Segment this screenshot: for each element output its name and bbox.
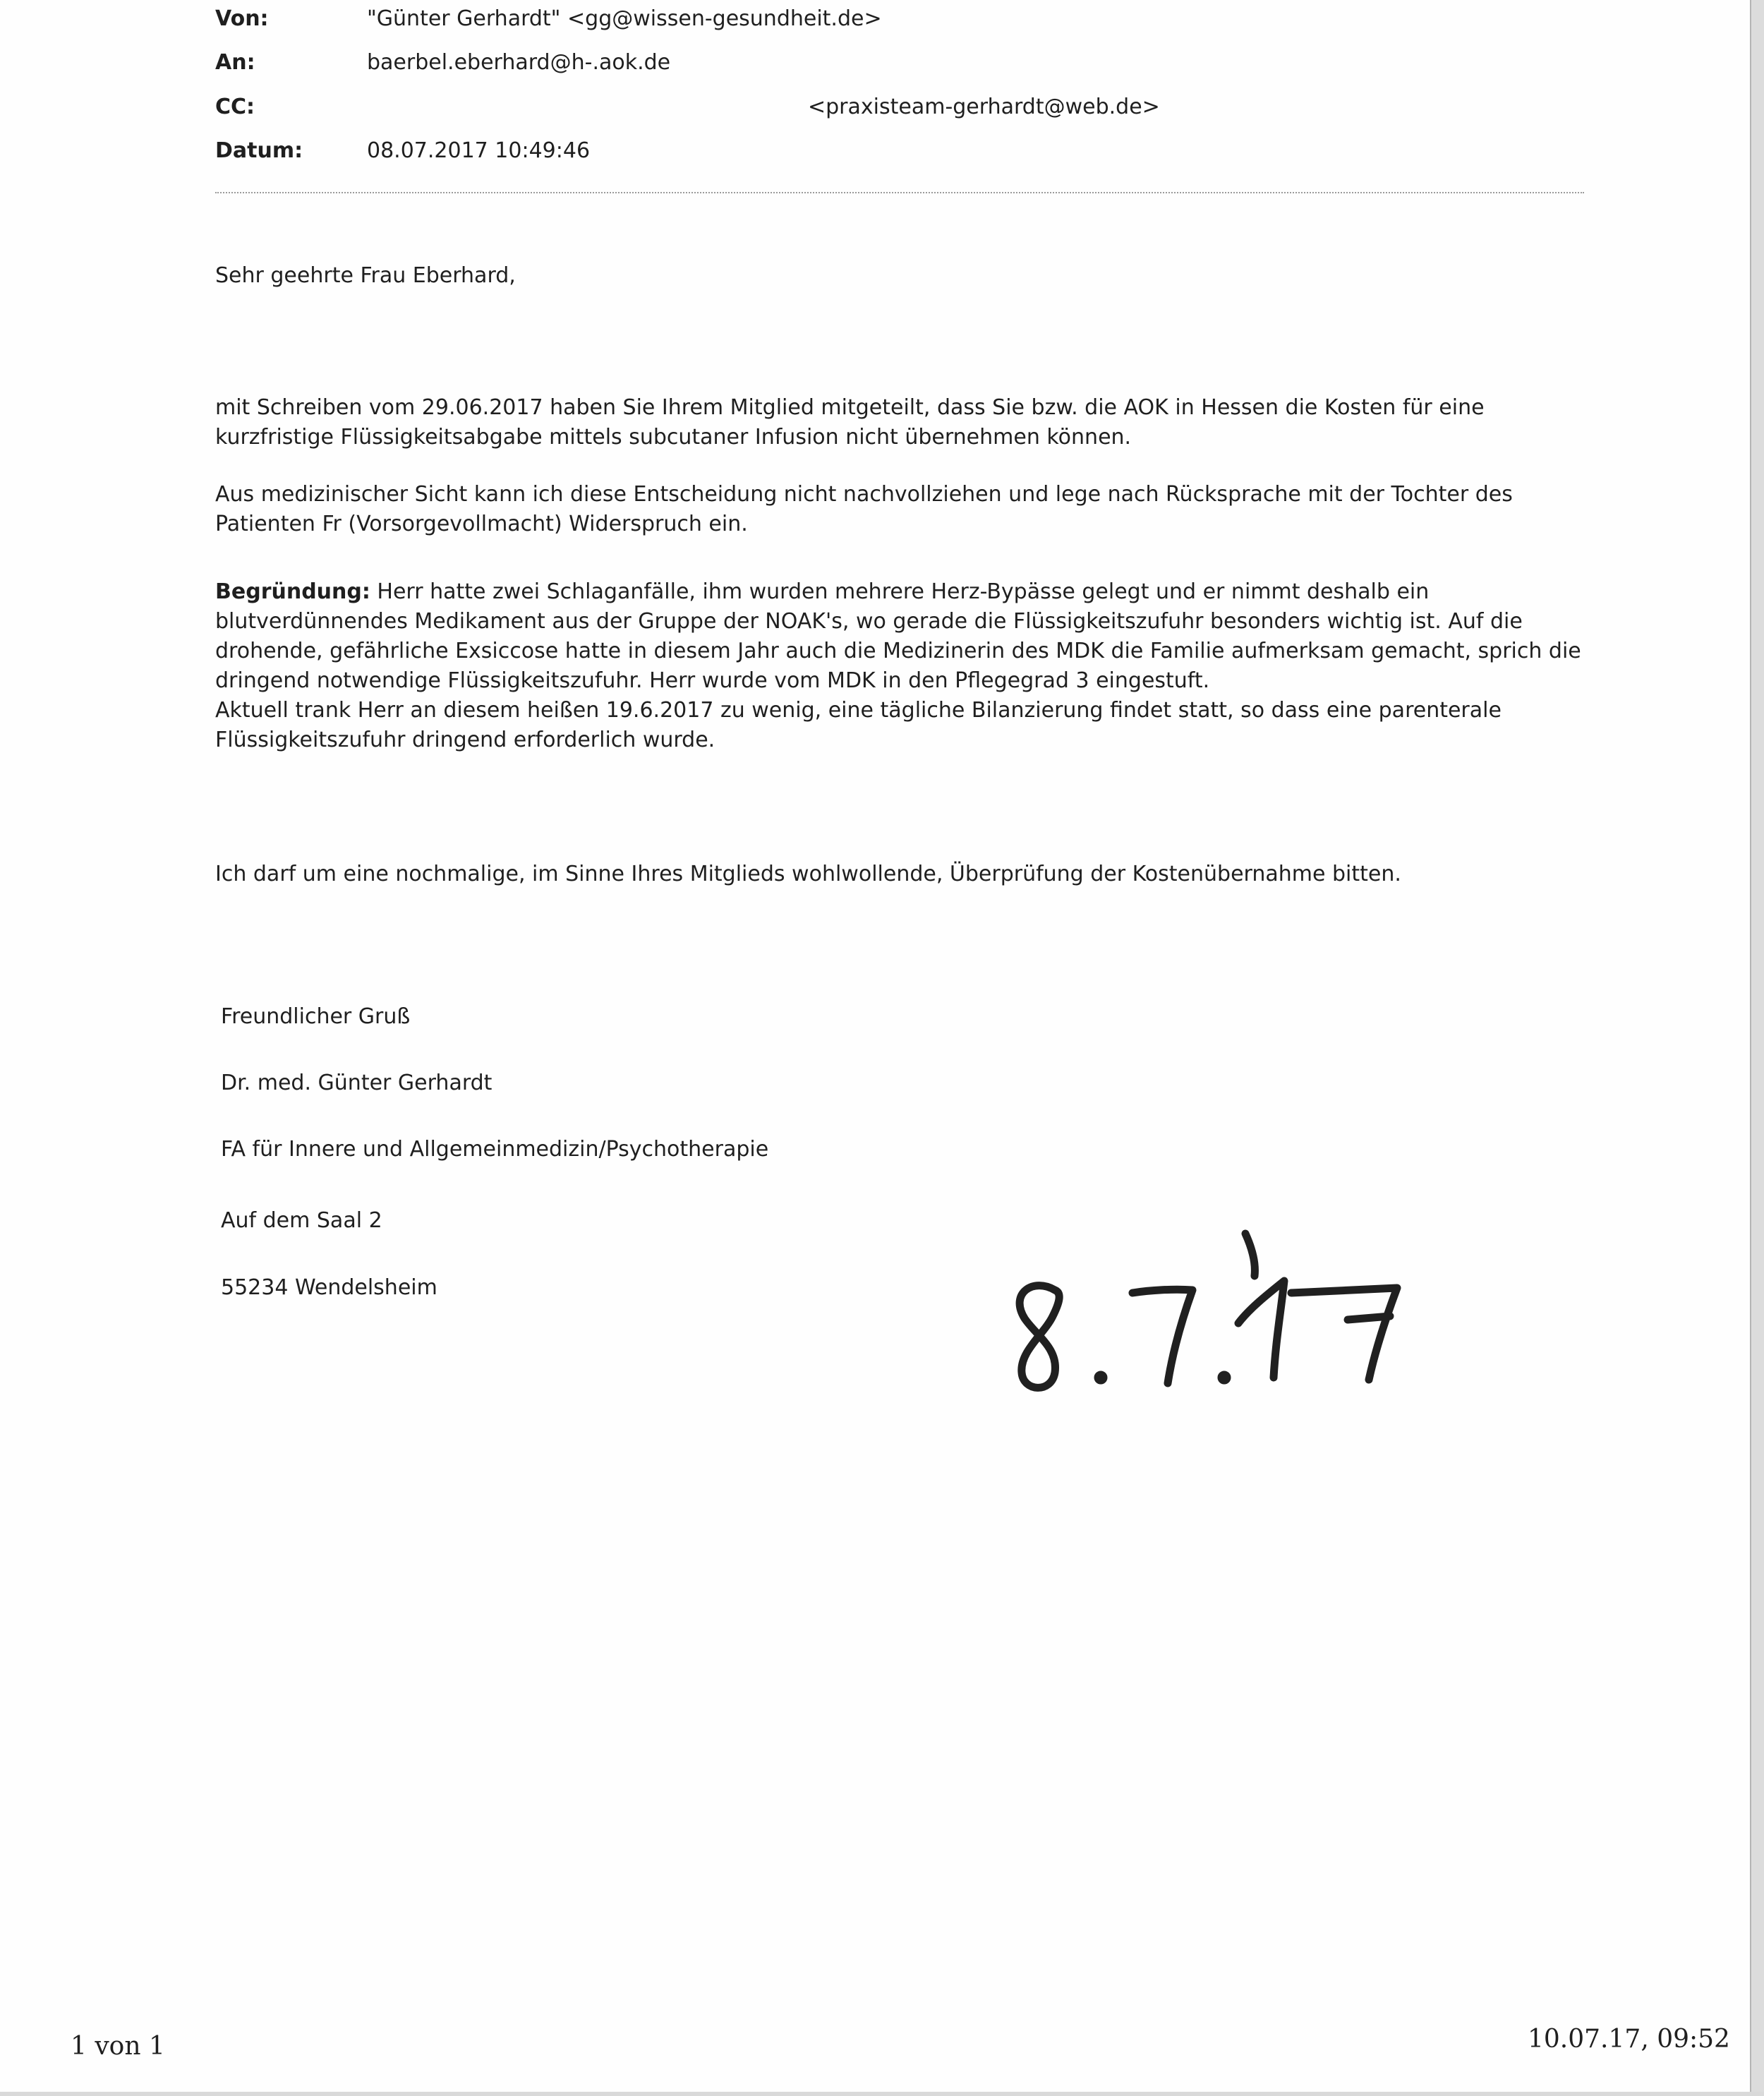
paragraph-3-text: Herr hatte zwei Schlaganfälle, ihm wurden mehrere Herz-Bypässe gelegt und er nimmt deshalb ein blutverdünnendes Medikament aus der Gruppe der NOAK's, wo gerade die Flüssigkeitszufuhr besonders wichtig ist. Auf die drohende, gefährliche Exsiccose hatte in diesem Jahr auch die Medizinerin des MDK die Familie aufmerksam gemacht, sprich die dringend notwendige Flüssigkeitszufuhr. Herr wurde vom MDK in den Pflegegrad 3 eingestuft.: [215, 579, 1581, 693]
print-timestamp: 10.07.17, 09:52: [1528, 2025, 1730, 2054]
paragraph-2: [215, 480, 1588, 539]
scan-edge-right: [1750, 0, 1764, 2096]
paragraph-2-text: Aus medizinischer Sicht kann ich diese Entscheidung nicht nachvollziehen und lege nach Rücksprache mit der Tochter des Patienten Fr (Vorsorgevollmacht) Widerspruch ein.: [215, 482, 1513, 536]
paragraph-4-text: Ich darf um eine nochmalige, im Sinne Ihres Mitglieds wohlwollende, Überprüfung der Kostenübernahme bitten.: [215, 862, 1401, 886]
signature-title: FA für Innere und Allgemeinmedizin/Psychotherapie: [221, 1137, 769, 1162]
paragraph-3b-text: Aktuell trank Herr an diesem heißen 19.6.2017 zu wenig, eine tägliche Bilanzierung findet statt, so dass eine parenterale Flüssigkeitszufuhr dringend erforderlich wurde.: [215, 698, 1502, 752]
to-value: baerbel.eberhard@h-.aok.de: [367, 50, 671, 75]
paragraph-3: [215, 577, 1588, 755]
paragraph-1-text: mit Schreiben vom 29.06.2017 haben Sie Ihrem Mitglied mitgeteilt, dass Sie bzw. die AOK in Hessen die Kosten für eine kurzfristige Flüssigkeitsabgabe mittels subcutaner Infusion nicht übernehmen können.: [215, 395, 1485, 450]
paragraph-4: [215, 860, 1588, 889]
header-separator: [215, 192, 1584, 193]
handwritten-date: [988, 1228, 1425, 1411]
signature-city: 55234 Wendelsheim: [221, 1275, 437, 1300]
cc-label: CC:: [215, 95, 255, 119]
cc-value: <praxisteam-gerhardt@web.de>: [808, 95, 1160, 119]
date-value: 08.07.2017 10:49:46: [367, 138, 591, 163]
paragraph-3-body: [215, 577, 1588, 696]
signature-name: Dr. med. Günter Gerhardt: [221, 1071, 493, 1095]
date-label: Datum:: [215, 138, 303, 163]
from-label: Von:: [215, 6, 269, 31]
paragraph-1: [215, 393, 1588, 452]
reason-label: Begründung:: [215, 579, 370, 604]
scan-edge-bottom: [0, 2092, 1764, 2096]
handwritten-date-text: 8.7.'17: [988, 1407, 993, 1409]
to-label: An:: [215, 50, 255, 75]
salutation: Sehr geehrte Frau Eberhard,: [215, 263, 516, 288]
from-value: "Günter Gerhardt" <gg@wissen-gesundheit.de>: [367, 6, 882, 31]
closing: Freundlicher Gruß: [221, 1004, 411, 1029]
page-number: 1 von 1: [71, 2032, 165, 2061]
signature-street: Auf dem Saal 2: [221, 1208, 382, 1233]
